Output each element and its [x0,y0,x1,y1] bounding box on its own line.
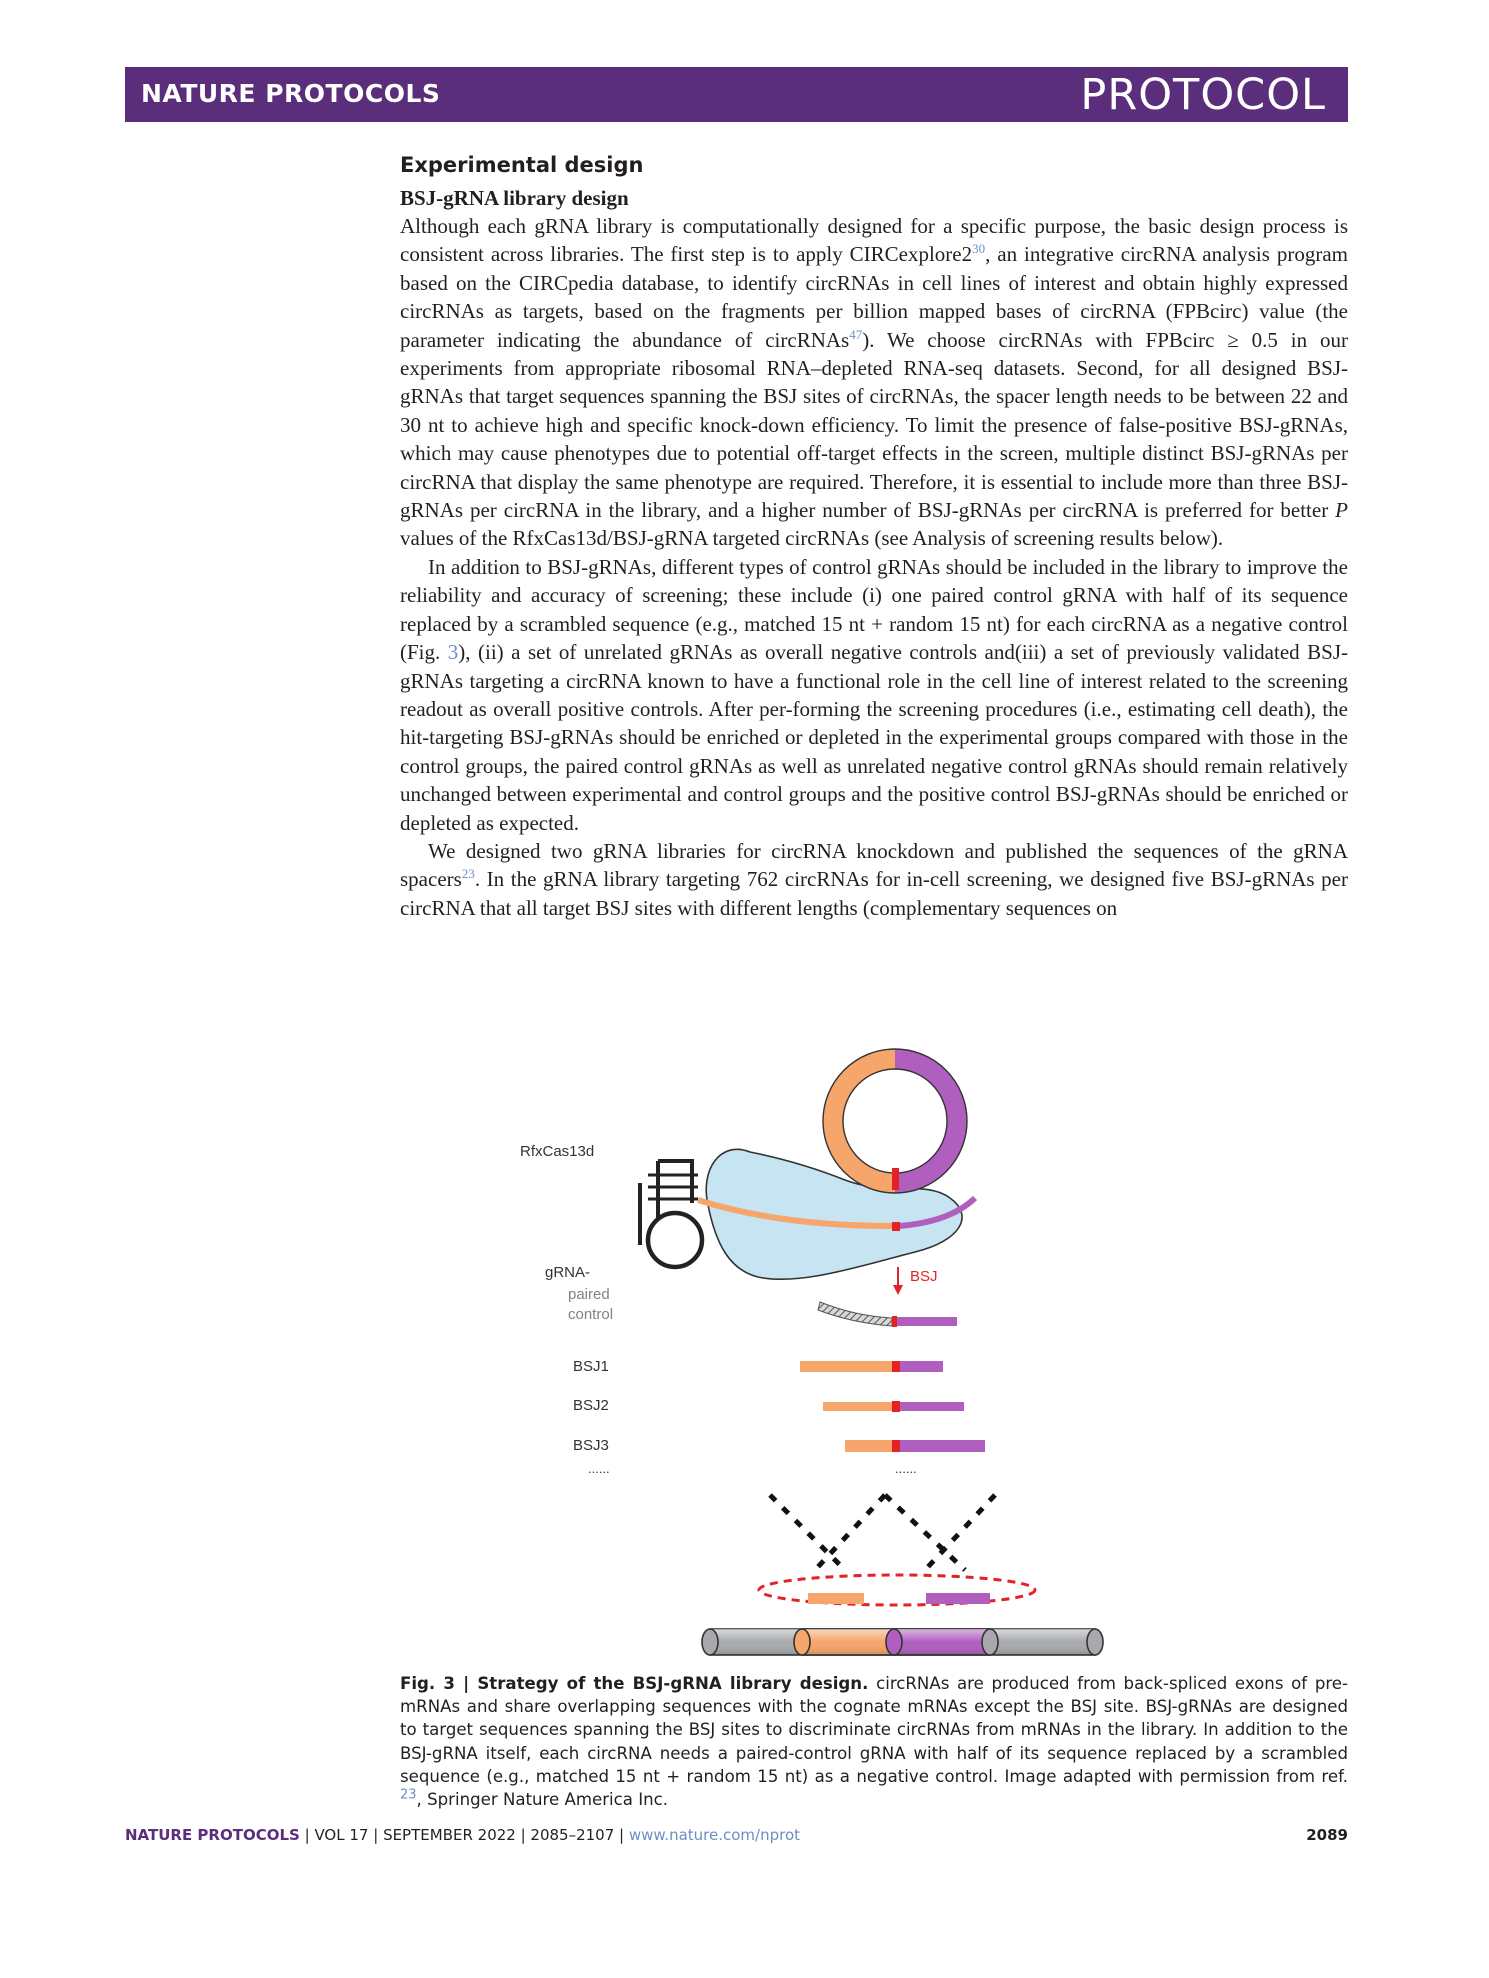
footer-sep: | [515,1826,531,1844]
para2-text-b: ), (ii) a set of unrelated gRNAs as overall negative controls and(iii) a set of previously validated BSJ-gRNAs targeting a circRNA known to have a functional role in the cell line of interest related to the screening readout as overall positive controls. After per-forming the screening procedures (i.e., estimating cell death), the hit-targeting BSJ-gRNAs should be enriched or depleted in the experimental groups compared with those in the control groups, the paired control gRNAs as well as unrelated negative control gRNAs should remain relatively unchanged between experimental and control groups and the positive control BSJ-gRNAs should be enriched or depleted as expected. [400,640,1348,835]
page-number: 2089 [1306,1826,1348,1844]
footer-sep: | [614,1826,629,1844]
para1-text-b: , an integrative circRNA analysis program based on the CIRCpedia database, to identify circRNAs in cell lines of interest and obtain highly expressed circRNAs as targets, based on the fragments per billion mapped bases of circRNA (FPBcirc) value (the parameter indicating the abundance of circRNAs [400,242,1348,352]
label-bsj3: BSJ3 [573,1437,609,1454]
bsj2-purple [900,1402,964,1411]
footer-date: SEPTEMBER 2022 [383,1826,516,1844]
footer-journal: NATURE PROTOCOLS [125,1826,300,1844]
paired-control-scrambled [818,1302,892,1326]
label-rfxcas13d: RfxCas13d [520,1143,595,1160]
grna-loop [648,1213,702,1267]
bsj-region-ellipse [759,1575,1035,1605]
citation-47[interactable]: 47 [849,326,863,342]
citation-30[interactable]: 30 [972,241,986,257]
label-control: control [568,1306,614,1323]
subsection-title: BSJ-gRNA library design [400,186,629,210]
ellipsis-right: ...... [895,1461,917,1476]
caption-citation-23[interactable]: 23 [400,1787,417,1803]
paragraph-3 [400,837,1348,922]
footer-sep: | [368,1826,384,1844]
label-paired: paired [568,1286,610,1303]
figure-3-caption [400,1672,1348,1811]
bsj1-orange [800,1361,892,1372]
para1-text-d: values of the RfxCas13d/BSJ-gRNA targeted circRNAs (see Analysis of screening results below). [400,526,1224,551]
bsj3-purple [900,1440,985,1452]
paired-control-purple [897,1317,957,1326]
pre-mrna-tube [702,1629,1103,1655]
circrna-ring-purple [895,1059,957,1183]
footer-pages: 2085–2107 [530,1826,615,1844]
caption-text-a: circRNAs are produced from back-spliced exons of pre-mRNAs and share overlapping sequences with the cognate mRNAs except the BSJ site. BSJ-gRNAs are designed to target sequences spanning the BSJ sites to discriminate circRNAs from mRNAs in the library. In addition to the BSJ-gRNA itself, each circRNA needs a paired-control gRNA with half of its sequence replaced by a scrambled sequence (e.g., matched 15 nt + random 15 nt) as a negative control. Image adapted with permission from ref. [400,1674,1349,1786]
bsj1-purple [900,1361,943,1372]
caption-title: Fig. 3 | Strategy of the BSJ-gRNA library design. [400,1674,869,1693]
exon-fragment-purple [926,1593,990,1604]
para3-text-b: . In the gRNA library targeting 762 circRNAs for in-cell screening, we designed five BSJ-gRNAs per circRNA that all target BSJ sites with different lengths (complementary sequences on [400,867,1348,920]
ellipsis-left: ...... [588,1461,610,1476]
splicing-crosses [770,1495,995,1570]
label-bsj2: BSJ2 [573,1397,609,1414]
para1-text-a: Although each gRNA library is computationally designed for a specific purpose, the basic design process is consistent across libraries. The first step is to apply CIRCexplore2 [400,214,1348,267]
caption-text-b: , Springer Nature America Inc. [416,1790,669,1810]
header-journal-name: NATURE PROTOCOLS [141,79,441,108]
page-header [125,67,1348,122]
footer-url-link[interactable]: www.nature.com/nprot [628,1826,801,1844]
label-bsj1: BSJ1 [573,1358,609,1375]
figure-3-diagram [520,1030,1110,1660]
paragraph-1 [400,212,1348,553]
page-footer [125,1826,1348,1844]
para1-text-c: ). We choose circRNAs with FPBcirc ≥ 0.5 in our experiments from appropriate ribosomal RNA–depleted RNA-seq datasets. Second, for all designed BSJ-gRNAs that target sequences spanning the BSJ sites of circRNAs, the spacer length needs to be between 22 and 30 nt to achieve high and specific knock-down efficiency. To limit the presence of false-positive BSJ-gRNAs, which may cause phenotypes due to potential off-target effects in the screen, multiple distinct BSJ-gRNAs per circRNA that display the same phenotype are required. Therefore, it is essential to include more than three BSJ-gRNAs per circRNA in the library, and a higher number of BSJ-gRNAs per circRNA is preferred for better [400,327,1348,523]
paragraph-2 [400,553,1348,837]
footer-sep: | [299,1826,315,1844]
footer-volume: VOL 17 [314,1826,369,1844]
exon-fragment-orange [808,1593,864,1604]
para2-text-a: In addition to BSJ-gRNAs, different types of control gRNAs should be included in the library to improve the reliability and accuracy of screening; these include (i) one paired control gRNA with half of its sequence replaced by a scrambled sequence (e.g., matched 15 nt + random 15 nt) for each circRNA as a negative control (Fig. [400,554,1348,665]
circrna-bsj-mark [892,1168,899,1190]
label-bsj-site: BSJ [910,1268,938,1285]
figure-3-link[interactable]: 3 [447,640,459,665]
main-text [400,150,1348,922]
header-article-type: PROTOCOL [1080,70,1326,120]
circrna-ring-orange [833,1059,895,1183]
bsj3-orange [845,1440,892,1452]
para1-italic-p: P [1335,498,1348,523]
citation-23[interactable]: 23 [461,866,475,882]
section-title: Experimental design [400,153,644,177]
label-grna: gRNA- [545,1264,591,1281]
para3-text-a: We designed two gRNA libraries for circRNA knockdown and published the sequences of the gRNA spacers [400,838,1348,892]
bsj2-orange [823,1402,892,1411]
